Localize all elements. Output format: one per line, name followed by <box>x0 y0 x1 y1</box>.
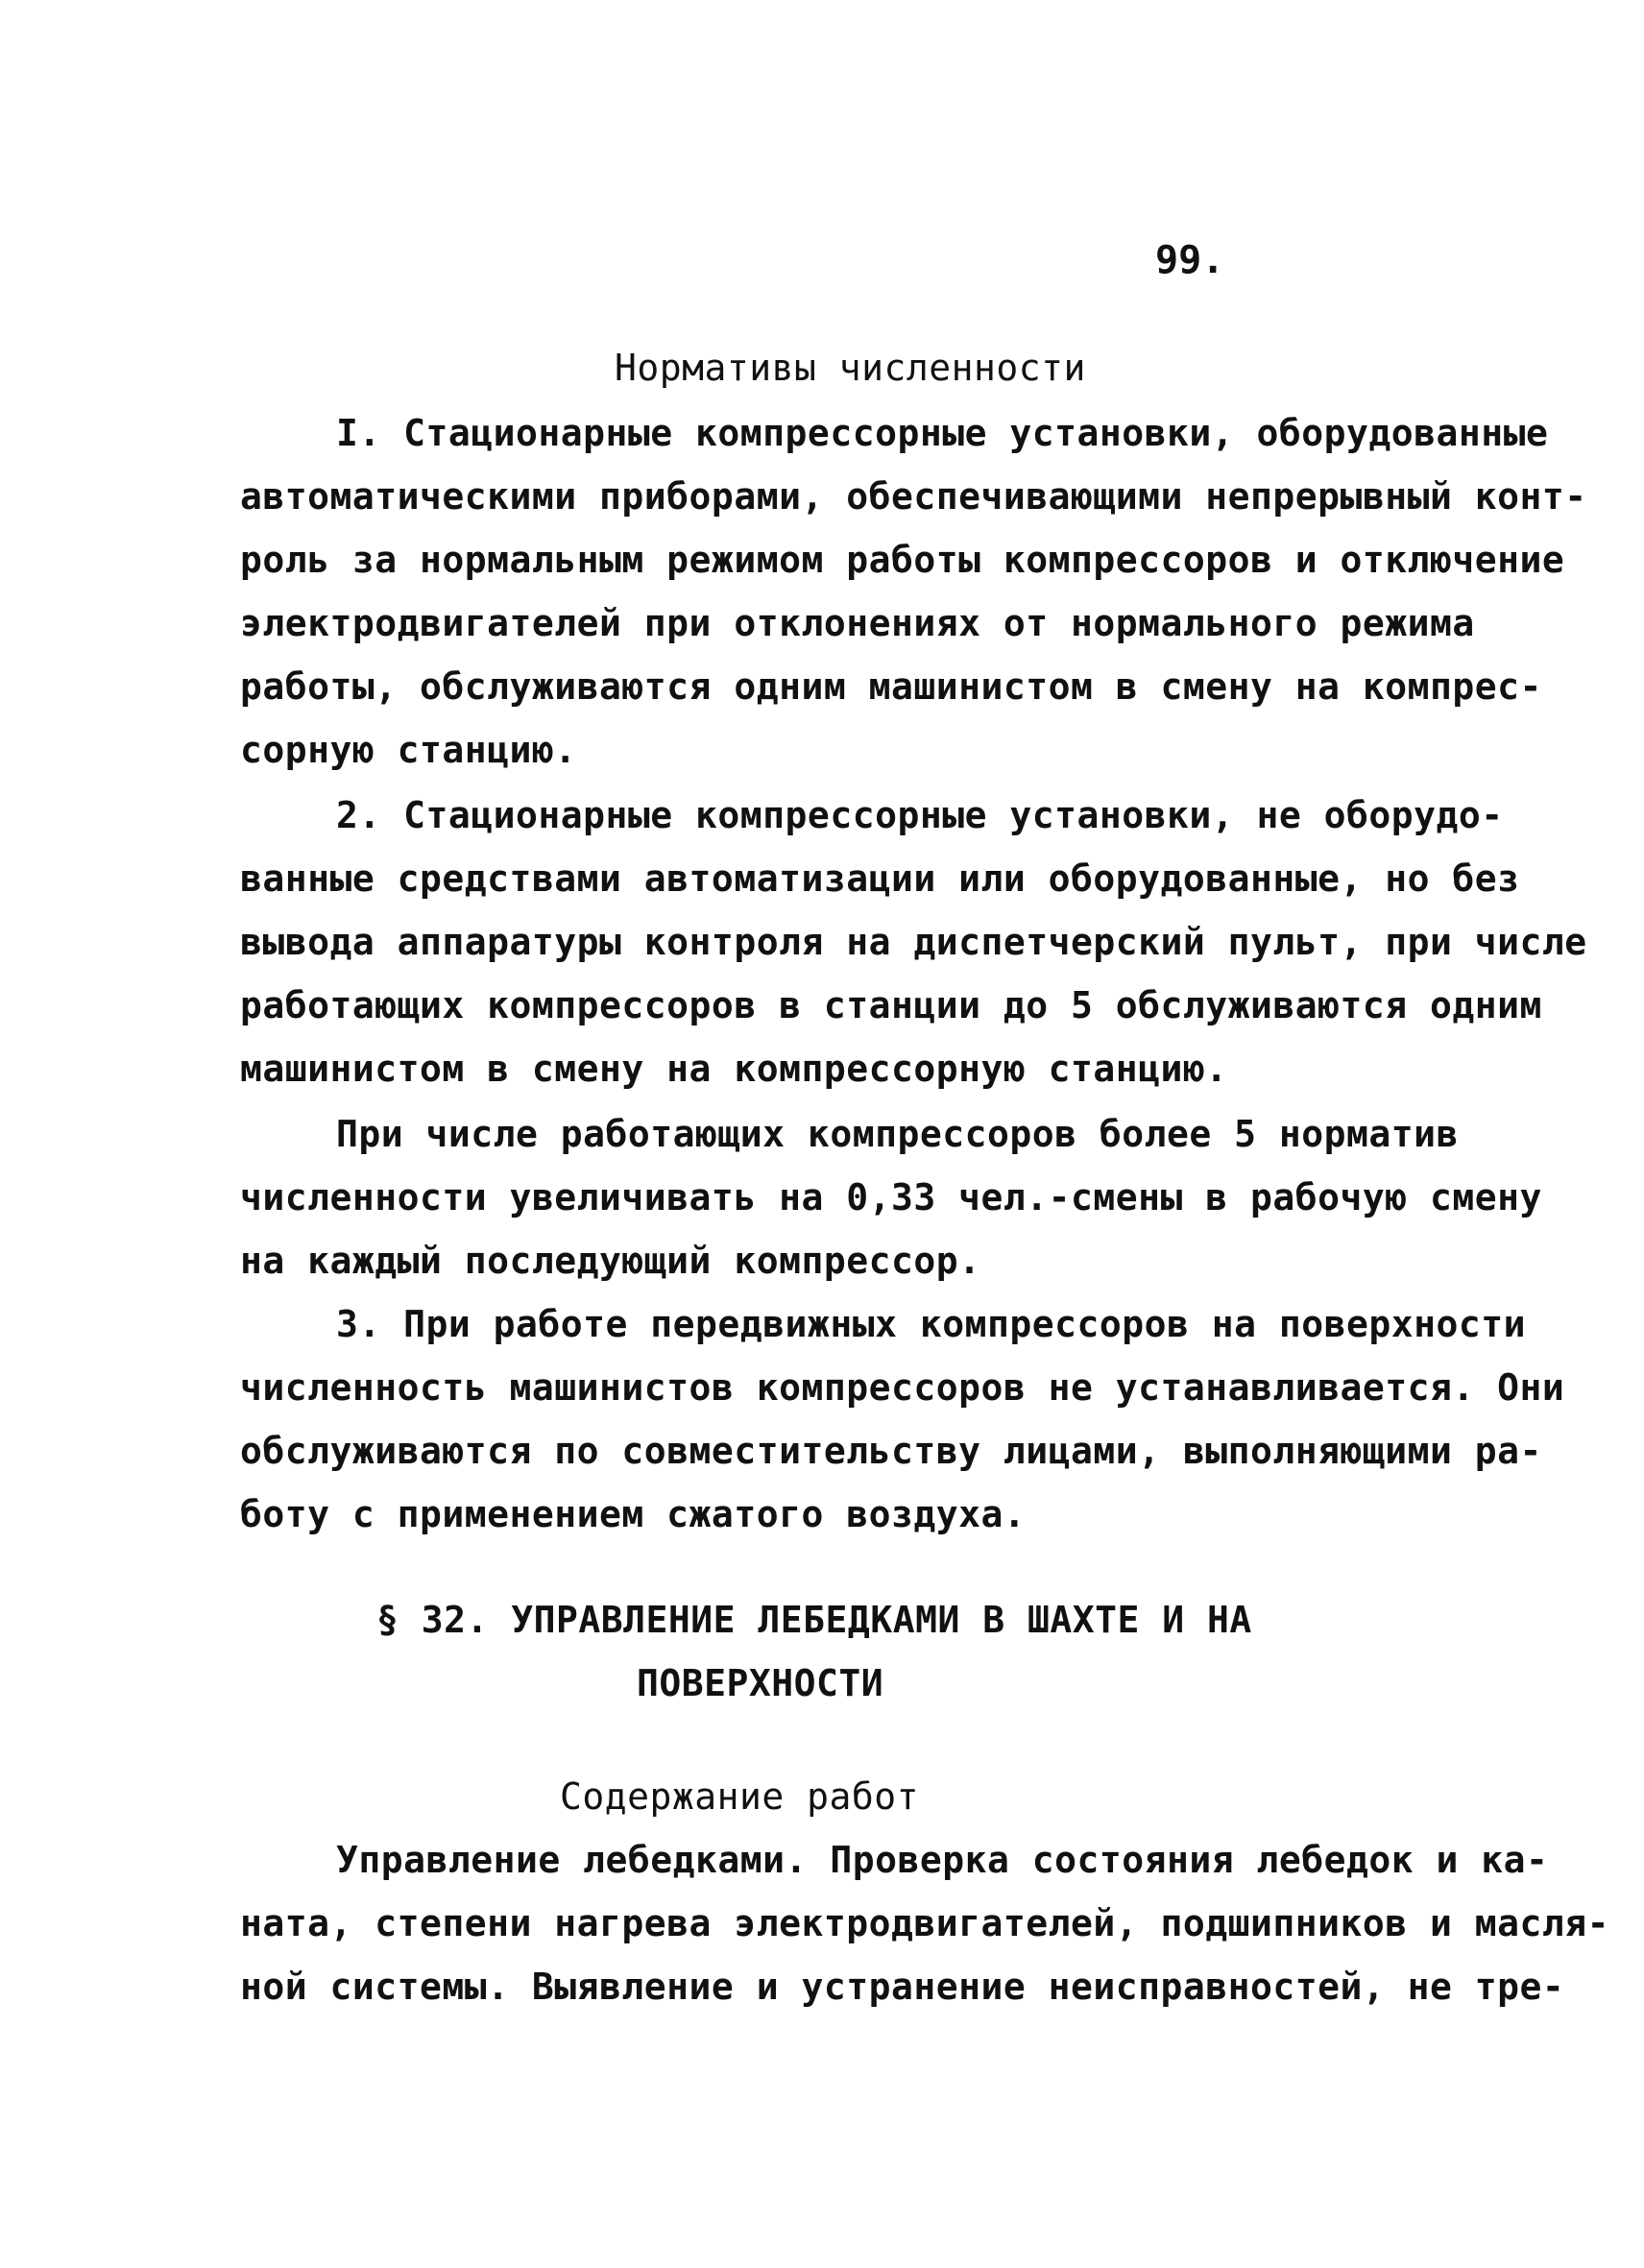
page-number: 99. <box>1155 238 1225 282</box>
p2-line-1: 2. Стационарные компрессорные установки, не оборудо- <box>336 794 1504 836</box>
norms-heading: Нормативы численности <box>615 347 1086 389</box>
p1-line-1: I. Стационарные компрессорные установки, оборудованные <box>336 412 1549 454</box>
p2b-line-3: на каждый последующий компрессор. <box>240 1240 981 1282</box>
content-heading: Содержание работ <box>560 1775 920 1818</box>
p1-line-4: электродвигателей при отклонениях от нормального режима <box>240 602 1475 644</box>
section-title-line-2: ПОВЕРХНОСТИ <box>637 1662 884 1704</box>
p3-line-4: боту с применением сжатого воздуха. <box>240 1493 1027 1535</box>
p2b-line-1: При числе работающих компрессоров более 5 норматив <box>336 1113 1459 1155</box>
p2-line-4: работающих компрессоров в станции до 5 обслуживаются одним <box>240 984 1542 1026</box>
p3-line-1: 3. При работе передвижных компрессоров на поверхности <box>336 1303 1527 1345</box>
p3-line-2: численность машинистов компрессоров не устанавливается. Они <box>240 1366 1565 1409</box>
content-line-3: ной системы. Выявление и устранение неисправностей, не тре- <box>240 1966 1565 2008</box>
content-line-1: Управление лебедками. Проверка состояния лебедок и ка- <box>336 1839 1549 1881</box>
p2-line-5: машинистом в смену на компрессорную станцию. <box>240 1048 1228 1090</box>
section-title-line-1: § 32. УПРАВЛЕНИЕ ЛЕБЕДКАМИ В ШАХТЕ И НА <box>376 1599 1252 1641</box>
p1-line-6: сорную станцию. <box>240 729 577 771</box>
p2-line-2: ванные средствами автоматизации или оборудованные, но без <box>240 857 1520 900</box>
content-line-2: ната, степени нагрева электродвигателей, подшипников и масля- <box>240 1902 1610 1944</box>
p2b-line-2: численности увеличивать на 0,33 чел.-смены в рабочую смену <box>240 1176 1542 1218</box>
p1-line-2: автоматическими приборами, обеспечивающими непрерывный конт- <box>240 475 1587 518</box>
p1-line-5: работы, обслуживаются одним машинистом в смену на компрес- <box>240 665 1542 708</box>
p1-line-3: роль за нормальным режимом работы компрессоров и отключение <box>240 539 1565 581</box>
p3-line-3: обслуживаются по совместительству лицами, выполняющими ра- <box>240 1430 1542 1472</box>
p2-line-3: вывода аппаратуры контроля на диспетчерский пульт, при числе <box>240 921 1587 963</box>
